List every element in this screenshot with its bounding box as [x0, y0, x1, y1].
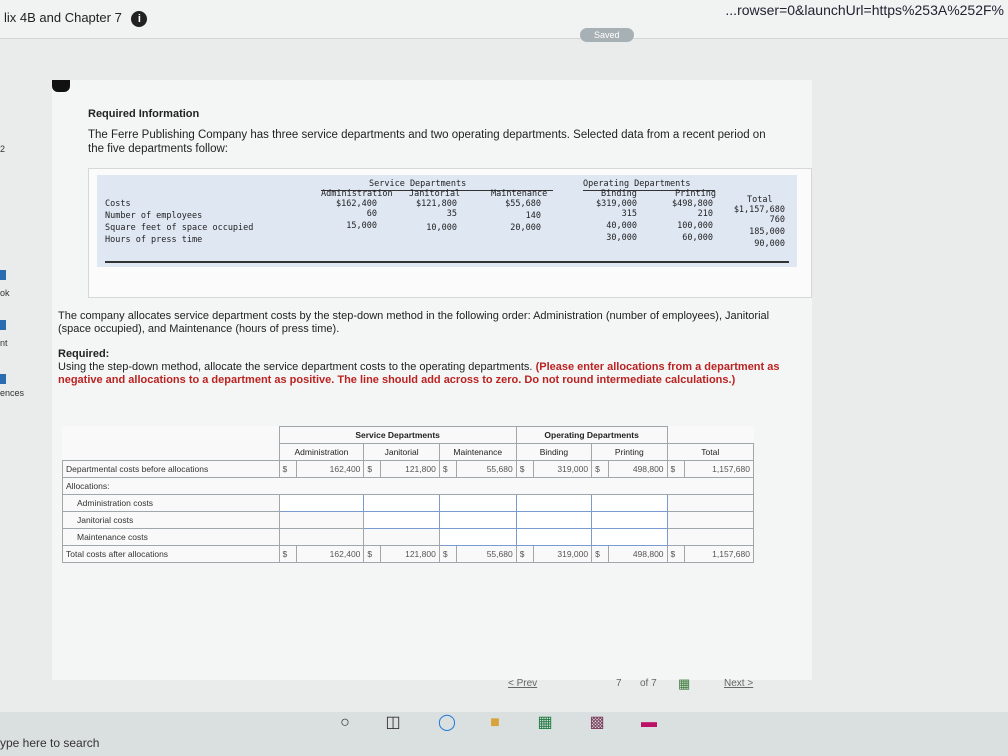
admin-alloc-input[interactable]: [439, 495, 516, 512]
janitorial-alloc-input[interactable]: [364, 512, 439, 529]
cell: 15,000: [346, 221, 377, 231]
blank-cell: [667, 495, 753, 512]
row-label: Maintenance costs: [63, 529, 280, 546]
cell: $319,000: [596, 199, 637, 209]
maintenance-alloc-input[interactable]: [439, 529, 516, 546]
excel-icon[interactable]: ▦: [537, 714, 553, 731]
cell: 185,000: [749, 227, 785, 237]
required-info-heading: Required Information: [88, 108, 200, 120]
row-label: Departmental costs before allocations: [63, 461, 280, 478]
currency: $: [592, 546, 609, 563]
col-header: Printing: [675, 189, 716, 199]
left-nav-item[interactable]: 2: [0, 144, 6, 154]
col-header: Printing: [592, 444, 667, 461]
admin-alloc-input[interactable]: [364, 495, 439, 512]
cell: 121,800: [381, 461, 439, 478]
left-nav-marker: [0, 320, 6, 330]
data-panel: [88, 168, 812, 298]
page-of: of 7: [640, 678, 657, 689]
pagination: [500, 676, 780, 696]
data-table: [97, 175, 797, 267]
prev-button[interactable]: < Prev: [508, 678, 538, 689]
cell: 760: [769, 215, 785, 225]
left-nav-item[interactable]: ences: [0, 388, 25, 398]
currency: $: [516, 461, 533, 478]
table-row: [63, 478, 754, 495]
cell: 30,000: [606, 233, 637, 243]
url-text[interactable]: ...rowser=0&launchUrl=https%253A%252F%: [725, 2, 1004, 18]
cell: $498,800: [672, 199, 713, 209]
cell: 10,000: [426, 223, 457, 233]
blank-cell: [63, 444, 280, 461]
taskbar: [0, 712, 1008, 756]
photos-icon[interactable]: ▩: [589, 714, 605, 731]
admin-alloc-input[interactable]: [279, 495, 364, 512]
currency: $: [516, 546, 533, 563]
currency: $: [364, 546, 381, 563]
janitorial-alloc-input[interactable]: [516, 512, 591, 529]
answer-table: [62, 426, 754, 563]
cell: 121,800: [381, 546, 439, 563]
cell: 162,400: [296, 546, 364, 563]
operating-header: Operating Departments: [516, 427, 667, 444]
left-nav-item[interactable]: nt: [0, 338, 8, 348]
currency: $: [279, 546, 296, 563]
operating-header: Operating Departments: [583, 179, 691, 189]
row-label: Total costs after allocations: [63, 546, 280, 563]
janitorial-alloc-input[interactable]: [592, 512, 667, 529]
col-header: Total: [747, 195, 773, 205]
cell: $121,800: [416, 199, 457, 209]
grid-icon[interactable]: ▦: [678, 676, 691, 691]
currency: $: [592, 461, 609, 478]
taskbar-search[interactable]: ype here to search: [0, 736, 100, 750]
service-header: Service Departments: [369, 179, 467, 189]
required-bold-text: (Please enter allocations from a department as negative and allocations to a department as positive. The line should add across to zero. Do not round intermediate calculations.): [58, 361, 780, 386]
janitorial-alloc-input[interactable]: [439, 512, 516, 529]
cell: 1,157,680: [684, 546, 753, 563]
blank-cell: [667, 529, 753, 546]
left-nav: [0, 40, 34, 720]
cell: 498,800: [609, 461, 667, 478]
cell: 40,000: [606, 221, 637, 231]
currency: $: [439, 546, 456, 563]
page-current[interactable]: 7: [616, 678, 622, 689]
cell: 60,000: [682, 233, 713, 243]
cell: $1,157,680: [733, 205, 785, 215]
col-header: Maintenance: [491, 189, 548, 199]
currency: $: [364, 461, 381, 478]
maintenance-alloc-input[interactable]: [516, 529, 591, 546]
currency: $: [667, 546, 684, 563]
table-rule: [105, 261, 789, 263]
row-label: Hours of press time: [105, 235, 203, 245]
snip-icon[interactable]: ▬: [641, 714, 657, 731]
admin-alloc-input[interactable]: [516, 495, 591, 512]
blank-cell: [279, 529, 364, 546]
cell: 55,680: [456, 546, 516, 563]
table-row: [63, 529, 754, 546]
cell: 35: [446, 209, 457, 219]
col-header: Janitorial: [409, 189, 461, 199]
left-nav-marker: [0, 374, 6, 384]
flag-icon: [52, 80, 70, 92]
info-icon[interactable]: i: [131, 11, 147, 27]
col-header: Administration: [279, 444, 364, 461]
left-nav-marker: [0, 270, 6, 280]
cell: 315: [621, 209, 637, 219]
task-view-icon[interactable]: ◫: [385, 714, 401, 731]
cell: 319,000: [533, 546, 591, 563]
row-label: Square feet of space occupied: [105, 223, 254, 233]
currency: $: [439, 461, 456, 478]
intro-text: The Ferre Publishing Company has three service departments and two operating departments. Selected data from a recent period on the five departments follow:: [88, 129, 766, 155]
cell: 55,680: [456, 461, 516, 478]
currency: $: [667, 461, 684, 478]
blank-cell: [667, 427, 753, 444]
row-label: Number of employees: [105, 211, 203, 221]
cell: 100,000: [677, 221, 713, 231]
browser-top-bar: [0, 0, 1008, 39]
table-row: [63, 495, 754, 512]
tab-title-wrap[interactable]: [4, 10, 147, 27]
cell: 20,000: [510, 223, 541, 233]
edge-icon[interactable]: ◯: [438, 714, 456, 731]
blank-cell: [63, 427, 280, 444]
service-header: Service Departments: [279, 427, 516, 444]
cell: $162,400: [336, 199, 377, 209]
required-label: Required:: [58, 348, 110, 360]
row-label: Allocations:: [63, 478, 754, 495]
saved-badge: Saved: [580, 28, 634, 42]
required-block: [58, 348, 788, 387]
folder-icon[interactable]: ■: [490, 714, 500, 731]
cell: $55,680: [505, 199, 541, 209]
row-label: Costs: [105, 199, 131, 209]
col-header: Total: [667, 444, 753, 461]
cell: 319,000: [533, 461, 591, 478]
left-nav-item[interactable]: ok: [0, 288, 10, 298]
cell: 498,800: [609, 546, 667, 563]
col-header: Binding: [601, 189, 637, 199]
blank-cell: [667, 512, 753, 529]
cell: 1,157,680: [684, 461, 753, 478]
currency: $: [279, 461, 296, 478]
col-header: Janitorial: [364, 444, 439, 461]
col-header: Maintenance: [439, 444, 516, 461]
next-button[interactable]: Next >: [724, 678, 754, 689]
table-row: [63, 512, 754, 529]
cell: 162,400: [296, 461, 364, 478]
cell: 210: [697, 209, 713, 219]
admin-alloc-input[interactable]: [592, 495, 667, 512]
cortana-icon[interactable]: ○: [340, 714, 350, 731]
tab-title[interactable]: lix 4B and Chapter 7: [4, 10, 122, 25]
table-row: [63, 461, 754, 478]
row-label: Administration costs: [63, 495, 280, 512]
row-label: Janitorial costs: [63, 512, 280, 529]
col-header: Binding: [516, 444, 591, 461]
maintenance-alloc-input[interactable]: [592, 529, 667, 546]
cell: 60: [366, 209, 377, 219]
cell: 90,000: [754, 239, 785, 249]
required-text: Using the step-down method, allocate the service department costs to the operating departments.: [58, 361, 533, 373]
col-header: Administration: [321, 189, 393, 199]
blank-cell: [364, 529, 439, 546]
cell: 140: [525, 211, 541, 221]
blank-cell: [279, 512, 364, 529]
table-row: [63, 546, 754, 563]
allocation-text: The company allocates service department costs by the step-down method in the following order: Administration (number of employees), Janitorial (space occupied), and Maintenance (hours of press time).: [58, 310, 770, 335]
